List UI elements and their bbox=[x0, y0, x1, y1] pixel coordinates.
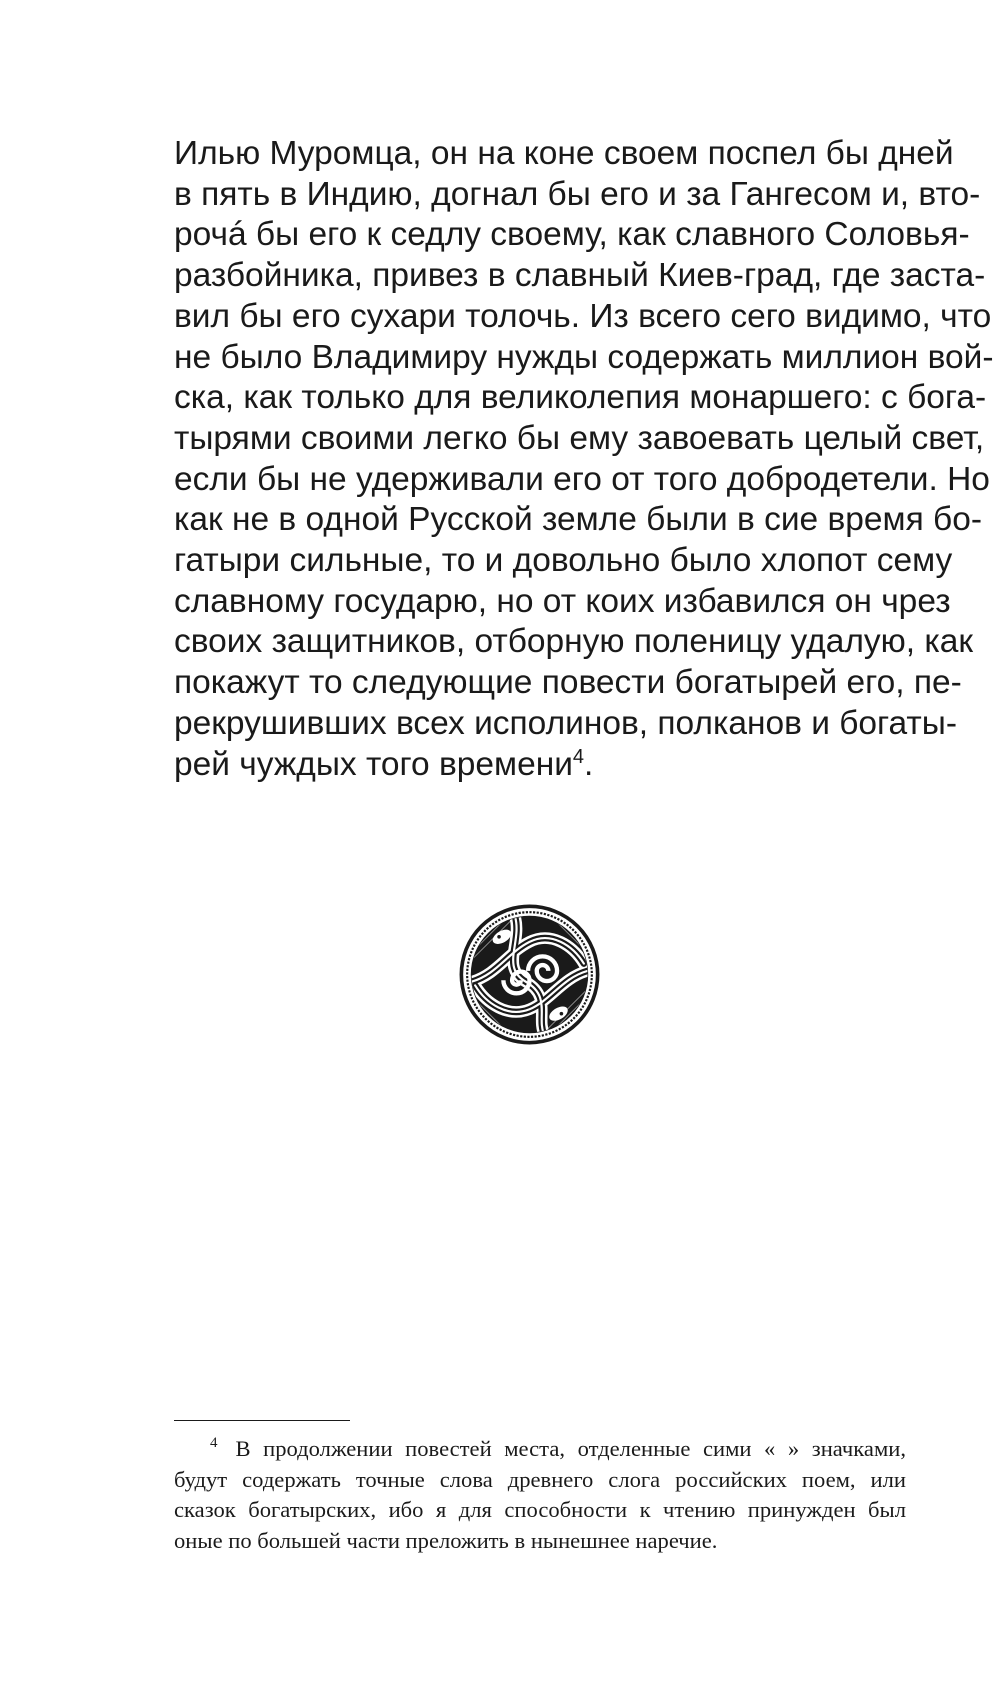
text-line: разбойника, привез в славный Киев-град, где заста- bbox=[174, 257, 986, 295]
text-line: славному государю, но от коих избавился он чрез bbox=[174, 582, 951, 620]
text-line: своих защитников, отборную поленицу удалую, как bbox=[174, 623, 974, 661]
text-line: если бы не удерживали его от того добродетели. Но bbox=[174, 460, 990, 498]
text-line-content: рей чуждых того времени bbox=[174, 745, 573, 783]
text-line: Илью Муромца, он на коне своем поспел бы дней bbox=[174, 135, 954, 172]
footnote-line: будут содержать точные слова древнего слога российских поем, или bbox=[174, 1466, 906, 1492]
footnote-line: сказок богатырских, ибо я для способности к чтению принужден был bbox=[174, 1497, 906, 1522]
footnote-divider bbox=[174, 1420, 350, 1421]
footnote-reference[interactable]: 4 bbox=[572, 745, 585, 768]
celtic-knot-ornament-icon bbox=[457, 902, 602, 1047]
text-line-last bbox=[174, 745, 906, 786]
footnote bbox=[174, 1434, 906, 1556]
text-line: в пять в Индию, догнал бы его и за Гангесом и, вто- bbox=[174, 175, 981, 213]
footnote-number: 4 bbox=[210, 1435, 218, 1452]
main-paragraph bbox=[174, 134, 994, 785]
text-line: покажут то следующие повести богатырей его, пе- bbox=[174, 664, 962, 702]
text-line: вил бы его сухари толочь. Из всего сего видимо, что bbox=[174, 297, 992, 335]
footnote-line bbox=[174, 1434, 906, 1465]
text-line: гатыри сильные, то и довольно было хлопот сему bbox=[174, 542, 953, 580]
text-line: не было Владимиру нужды содержать миллион вой- bbox=[174, 338, 994, 376]
footnote-line: оные по большей части преложить в нынешнее наречие. bbox=[174, 1527, 718, 1553]
text-line: как не в одной Русской земле были в сие время бо- bbox=[174, 501, 983, 539]
footnote-line-content: В продолжении повестей места, отделенные сими « » значками, bbox=[235, 1436, 906, 1461]
text-line: тырями своими легко бы ему завоевать целый свет, bbox=[174, 419, 985, 457]
text-line: ска, как только для великолепия монаршего: с бога- bbox=[174, 379, 987, 417]
text-line: рекрушивших всех исполинов, полканов и богаты- bbox=[174, 704, 958, 742]
sentence-end: . bbox=[584, 745, 594, 783]
text-line: рочá бы его к седлу своему, как славного Соловья- bbox=[174, 216, 970, 254]
